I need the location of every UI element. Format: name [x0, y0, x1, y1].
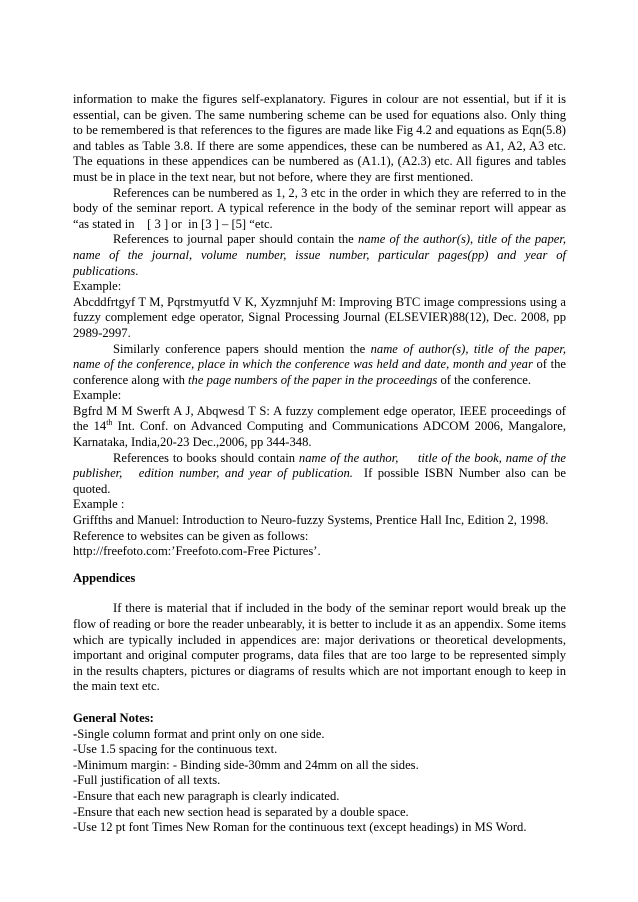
- example-label-journal: Example:: [73, 279, 122, 294]
- conference-end-text: of the conference.: [437, 372, 532, 387]
- journal-italic-authors: name of the author(s): [358, 232, 471, 247]
- website-reference-example: http://freefoto.com:’Freefoto.com-Free Pictures’.: [73, 544, 321, 559]
- paragraph-reference-numbering: [73, 186, 566, 233]
- example-label-conference: Example:: [73, 388, 122, 403]
- note-item: -Full justification of all texts.: [73, 773, 221, 788]
- conference-italic-pages: the page numbers of the paper in the proceedings: [188, 372, 438, 387]
- note-item: -Ensure that each new paragraph is clearly indicated.: [73, 788, 340, 803]
- example-book-reference: Griffths and Manuel: Introduction to Neuro-fuzzy Systems, Prentice Hall Inc, Edition 2, 1998.: [73, 513, 549, 528]
- ordinal-superscript: th: [106, 418, 113, 428]
- conference-lead-text: Similarly conference papers should mention the: [113, 341, 371, 356]
- journal-italic-fields: title of the paper, name of the journal, volume number, issue number, particular pages(pp) and year of publications: [73, 232, 567, 278]
- section-heading-appendices: Appendices: [73, 570, 136, 585]
- note-item: -Minimum margin: - Binding side-30mm and 24mm on all the sides.: [73, 757, 419, 772]
- note-item-text: Single column format and print only on one side.: [77, 726, 325, 741]
- document-page: [73, 92, 570, 836]
- journal-end: .: [135, 263, 139, 278]
- paragraph-conference-references: [73, 342, 566, 389]
- note-item: -Use 1.5 spacing for the continuous text.: [73, 742, 278, 757]
- books-end-text: If possible ISBN Number also can be quoted.: [73, 466, 570, 496]
- paragraph-figures: information to make the figures self-explanatory. Figures in colour are not essential, but if it is essential, can be given. The same numbering scheme can be used for equations also. Only thing to be remembered is that references to the figures are made like Fig 4.2 and equations as Eqn(5.8) and tables as Table 3.8. If there are some appendices, these can be numbered as A1, A2, A3 etc. The equations in these appendices can be numbered as (A1.1), (A2.3) etc. All figures and tables must be in place in the text near, but not before, where they are first mentioned.: [73, 92, 566, 184]
- note-item: [73, 727, 566, 743]
- conference-example-part-1: Bgfrd M M Swerft A J, Abqwesd T S: A fuzzy complement edge operator, IEEE proceedings of the 14: [73, 403, 566, 434]
- example-label-book: Example :: [73, 497, 125, 512]
- example-journal-reference: Abcddfrtgyf T M, Pqrstmyutfd V K, Xyzmnjuhf M: Improving BTC image compressions using a fuzzy complement edge operator, Signal Processing Journal (ELSEVIER)88(12), Dec. 2008, pp 2989-2997.: [73, 294, 566, 340]
- paragraph-appendices: If there is material that if included in the body of the seminar report would break up the flow of reading or bore the reader unbearably, it is better to include it as an appendix. Some items which are typically included in appendices are: major derivations or theoretical developments, important and original computer programs, data files that are too large to be represented simply in the results chapters, pictures or diagrams of results which are not important enough to keep in the main text etc.: [73, 601, 566, 694]
- website-reference-intro: Reference to websites can be given as follows:: [73, 528, 309, 543]
- books-italic-fields: name of the author, title of the book, name of the publisher, edition number, and year of publication.: [73, 450, 570, 481]
- conference-mid-text: of the conference along with: [73, 357, 566, 387]
- journal-lead-text: References to journal paper should contain the: [113, 232, 359, 247]
- note-bullet-dash: -: [73, 726, 78, 741]
- reference-numbering-example: [ 3 ] or in [3 ] – [5] “etc.: [134, 216, 273, 231]
- journal-separator: ,: [470, 232, 478, 247]
- note-item: -Ensure that each new section head is separated by a double space.: [73, 804, 409, 819]
- paragraph-journal-references: [73, 232, 566, 279]
- reference-numbering-text: References can be numbered as 1, 2, 3 etc in the order in which they are referred to in the body of the seminar report. A typical reference in the body of the seminar report will appear as “as stated in: [73, 185, 566, 231]
- note-item: -Use 12 pt font Times New Roman for the continuous text (except headings) in MS Word.: [73, 820, 527, 835]
- books-lead-text: References to books should contain: [113, 450, 299, 465]
- example-conference-reference: [73, 404, 566, 451]
- conference-italic-fields: name of author(s), title of the paper, name of the conference, place in which the conference was held and date, month and year: [73, 341, 566, 372]
- conference-example-part-2: Int. Conf. on Advanced Computing and Communications ADCOM 2006, Mangalore, Karnataka, India,20-23 Dec.,2006, pp 344-348.: [73, 419, 566, 450]
- section-heading-general-notes: General Notes:: [73, 710, 154, 725]
- paragraph-book-references: [73, 450, 570, 498]
